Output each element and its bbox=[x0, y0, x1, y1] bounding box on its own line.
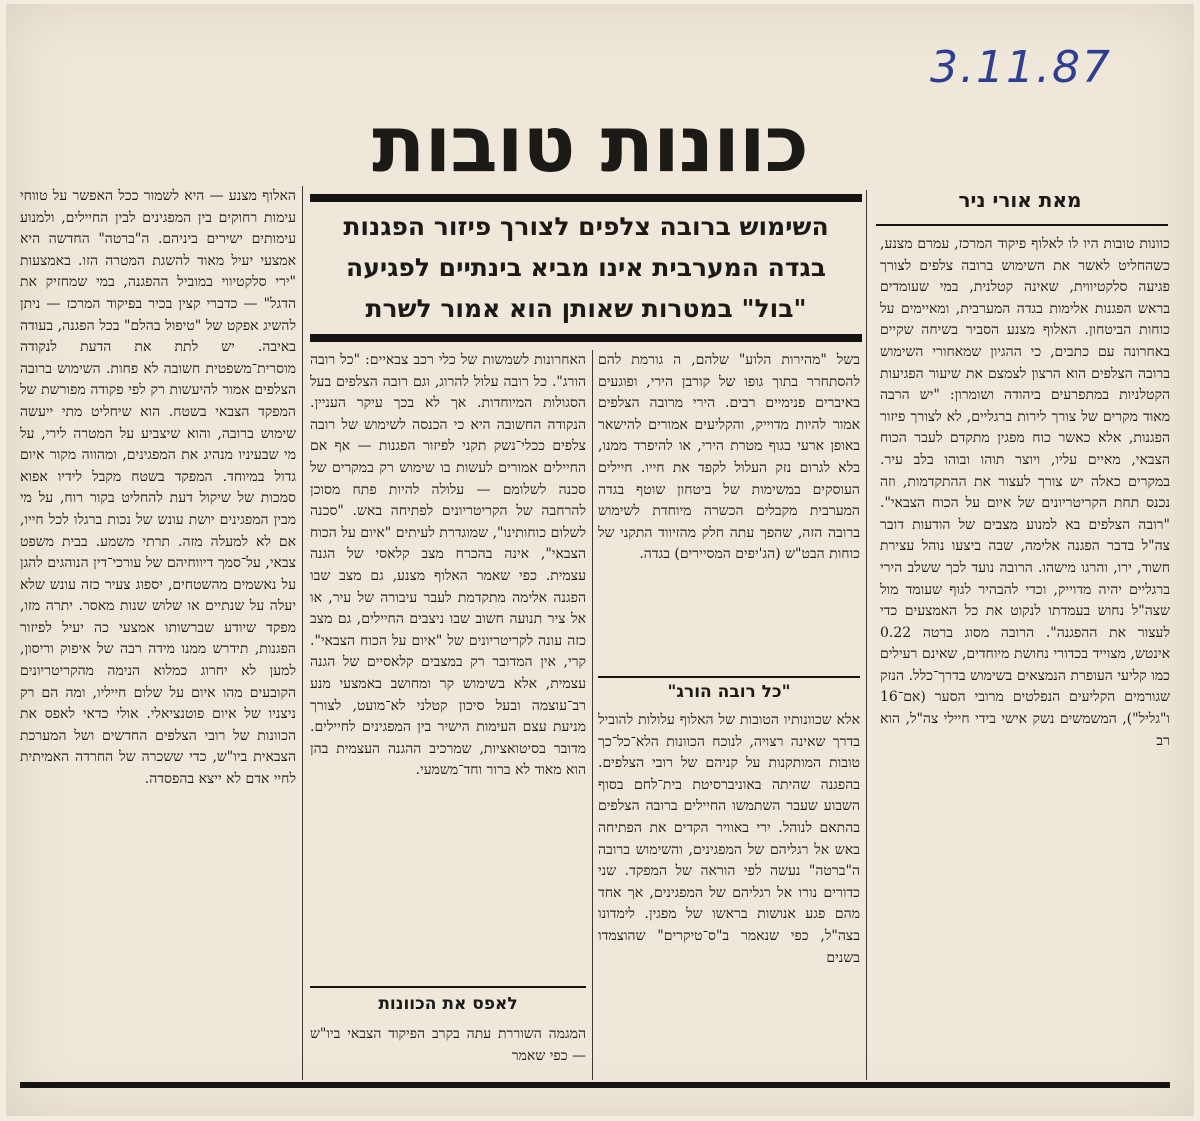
headline: כוונות טובות bbox=[372, 100, 808, 190]
handwritten-date: 3.11.87 bbox=[930, 42, 1112, 93]
subhead-top-rule bbox=[310, 194, 862, 202]
subhead-bottom-rule bbox=[310, 334, 862, 342]
section-heading-zero-the-sights: לאפס את הכוונות bbox=[378, 994, 518, 1014]
column-separator bbox=[592, 350, 593, 1080]
byline: מאת אורי ניר bbox=[958, 188, 1082, 212]
column-separator bbox=[866, 190, 867, 1080]
section-rule-2 bbox=[310, 986, 586, 988]
column-separator bbox=[302, 186, 303, 1080]
column-left: האלוף מצנע — היא לשמור ככל האפשר על טווחי עימות רחוקים בין המפגינים לבין החיילים, ולמנוע עימותים ישירים ביניהם. ה"ברטה" החדשה היא אמצעי יעיל מאוד להשגת המטרה הזו. באמצעות "ירי סלקטיווי במוביל ההפגנה, במי שמחזיק את הדגל" — כדברי קצין בכיר בפיקוד המרכז — ניתן להשיג אפקט של "טיפול בהלם" בכל הפגנה, בעודה באיבה. יש לתת את הדעת לנקודה מוסרית־משפטית חשובה לא פחות. השימוש ברובה הצלפים אמור להיעשות רק לפי פקודה מפורשת של המפקד הצבאי בשטח. הוא שיחליט מתי ייעשה שימוש ברובה, והוא שיצביע על המטרה לירי, על מי שבעיניו מנהיג את המפגינים, ומהווה מקור איום גדול במיוחד. המפקד בשטח מקבל לידיו אפוא סמכות של שיקול דעת להחליט בקור רוח, על מי מבין המפגינים יושת עונש של נכות ברגלו לכל חייו, אם לא למעלה מזה. תרתי משמע. בבית משפט צבאי, על־סמך דיווחיהם של עורכי־דין הנוהגים להגן על נאשמים מהשטחים, יספוג צעיר כזה עונש שלא יעלה על שנתיים או שלוש שנות מאסר. יתרה מזו, מפקד שיודע שברשותו אמצעי כה יעיל לפיזור הפגנות, תידרש ממנו מידה רבה של איפוק וריסון, למען לא יחרוג כמלוא הנימה מהקריטריונים הקובעים מהו איום על שלום חייליו, ומה הם רק ניצניו של איום פוטנציאלי. אולי כדאי לאפס את הכוונות של רובי הצלפים החדשים ושל המערכת הצבאית ביו"ש, כדי ששכרה של החרדה האמיתית לחיי אדם לא ייצא בהפסדה. bbox=[20, 188, 296, 788]
subhead: השימוש ברובה צלפים לצורך פיזור הפגנות בגדה המערבית אינו מביא בינתיים לפגיעה "בול" במטרות שאותן הוא אמור לשרת bbox=[343, 212, 829, 323]
column-midleft: האחרונות לשמשות של כלי רכב צבאיים: "כל רובה הורג". כל רובה עלול להרוג, וגם רובה הצלפים בעל הסגולות המיוחדות. אך לא בכך עיקר העניין. הנקודה החשובה היא כי הכנסה לשימוש של רובה צלפים ככלי־נשק תקני לפיזור הפגנות — אף אם החיילים אמורים לעשות בו שימוש רק במקרים של סכנה לשלומם — עלולה להיות פתח מסוכן להרחבה של הקריטריונים לפתיחה באש. "סכנה לשלום כוחותינו", שמוגדרת לעיתים "איום על הכוח הצבאי", אינה בהכרח מצב קלאסי של הגנה עצמית. כפי שאמר האלוף מצנע, גם מצב שבו הפגנה אלימה מתקדמת לעבר עיבורה של עיר, או אל ציר תנועה חשוב שבו ניצבים החיילים, גם מצב כזה עונה לקריטריונים של "איום על הכוח הצבאי". קרי, אין המדובר רק במצבים קלאסיים של הגנה עצמית, אלא בשימוש קר ומחושב באמצעי מנע רב־עוצמה ובעל סיכון קטלני לא־מועט, לצורך מניעת עצם העימות הישיר בין המפגינים לחיילים. מדובר בסיטואציות, שמרכיב ההגנה העצמית בהן הוא מאוד לא ברור וחד־משמעי. bbox=[310, 352, 586, 779]
bottom-rule bbox=[20, 1082, 1170, 1088]
byline-rule bbox=[876, 224, 1168, 226]
section-heading-every-rifle-kills: "כל רובה הורג" bbox=[667, 682, 791, 702]
column-midright: בשל "מהירות הלוע" שלהם, ה גורמת להם להסתחרר בתוך גופו של קורבן הירי, ופוגעים באיברים פנימיים רבים. הירי מרובה הצלפים אמור להיות מדוייק, והקליעים אמורים להישאר באופן ארעי בגוף מטרת הירי, או להיפרד ממנו, בלא לגרום נזק העלול לקפד את חייו. חיילים העוסקים במשימות של ביטחון שוטף בגדה המערבית מקבלים הכשרה מיוחדת לשימוש ברובה הזה, שהפך עתה חלק מהזיווד התקני של כוחות הבט"ש (הג'יפים המסיירים) בגדה. bbox=[598, 352, 860, 563]
column-midright-b: אלא שכוונותיו הטובות של האלוף עלולות להוביל בדרך שאינה רצויה, לנוכח הכוונות הלא־כל־כך טובות המותקנות על קניהם של רובי הצלפים. בהפגנה שהיתה באוניברסיטת בית־לחם בסוף השבוע שעבר השתמשו החיילים ברובה הצלפים בהתאם לנוהל. ירי באוויר הקדים את הפתיחה באש אל רגליהם של המפגינים, והשימוש ברובה ה"ברטה" נעשה לפי הוראה של המפקד. שני כדורים נורו אל רגליהם של המפגינים, אך אחד מהם פגע אנושות בראשו של מפגין. לימדונו בצה"ל, כפי שנאמר ב"ס־טיקרים" שהוצמדו בשנים bbox=[598, 712, 860, 966]
column-midleft-b: המגמה השוררת עתה בקרב הפיקוד הצבאי ביו"ש — כפי שאמר bbox=[310, 1026, 586, 1064]
column-right: כוונות טובות היו לו לאלוף פיקוד המרכז, עמרם מצנע, כשהחליט לאשר את השימוש ברובה צלפים לצורך פגיעה סלקטיווית, שאינה קטלנית, במי שעומדים בראש הפגנות אלימות בגדה המערבית, ומאיימים על כוחות הביטחון. האלוף מצנע הסביר בשיחה שקיים באחרונה עם כתבים, כי ההגיון שמאחורי השימוש ברובה הצלפים הוא הרצון לצמצם את שיעור הפגיעות הקטלניות במתפרעים ביהודה ושומרון: "יש הרבה מאוד מקרים של צורך לירות ברגליים, לא לצורך פיזור הפגנות, אלא כאשר כוח מפגין מתקדם לעבר הכוח הצבאי, מאיים עליו, ויוצר תוהו ובוהו בלב עיר. במקרים כאלה יש צורך לעצור את ההתקדמות, וזה נכנס תחת הקריטריונים של איום על הכוח הצבאי". "רובה הצלפים בא למנוע מצבים של הודעות דובר צה"ל בדבר הפגנה אלימה, שבה ביצעו נוהל עצירת חשוד, ירו, והרגו מישהו. הרובה נועד לכך ששלב הירי ברגליים יהיה מדוייק, וכדי להבהיר לגוף שעומד מול שצה"ל נחוש בעמדתו לנקוט את כל האמצעים כדי לעצור את ההפגנה". הרובה מסוג ברטה 0.22 אינטש, מצוייד בכדורי נחושת מיוחדים, שאינם רעילים כמו קליעי העופרת הנמצאים בשימוש בדרך־כלל. הנזק שגורמים הקליעים הנפלטים מרובי הסער (אם־16 ו"גליל"), המשמשים נשק אישי בידי חיילי צה"ל, הוא רב bbox=[880, 236, 1170, 749]
section-rule-1 bbox=[598, 676, 860, 678]
